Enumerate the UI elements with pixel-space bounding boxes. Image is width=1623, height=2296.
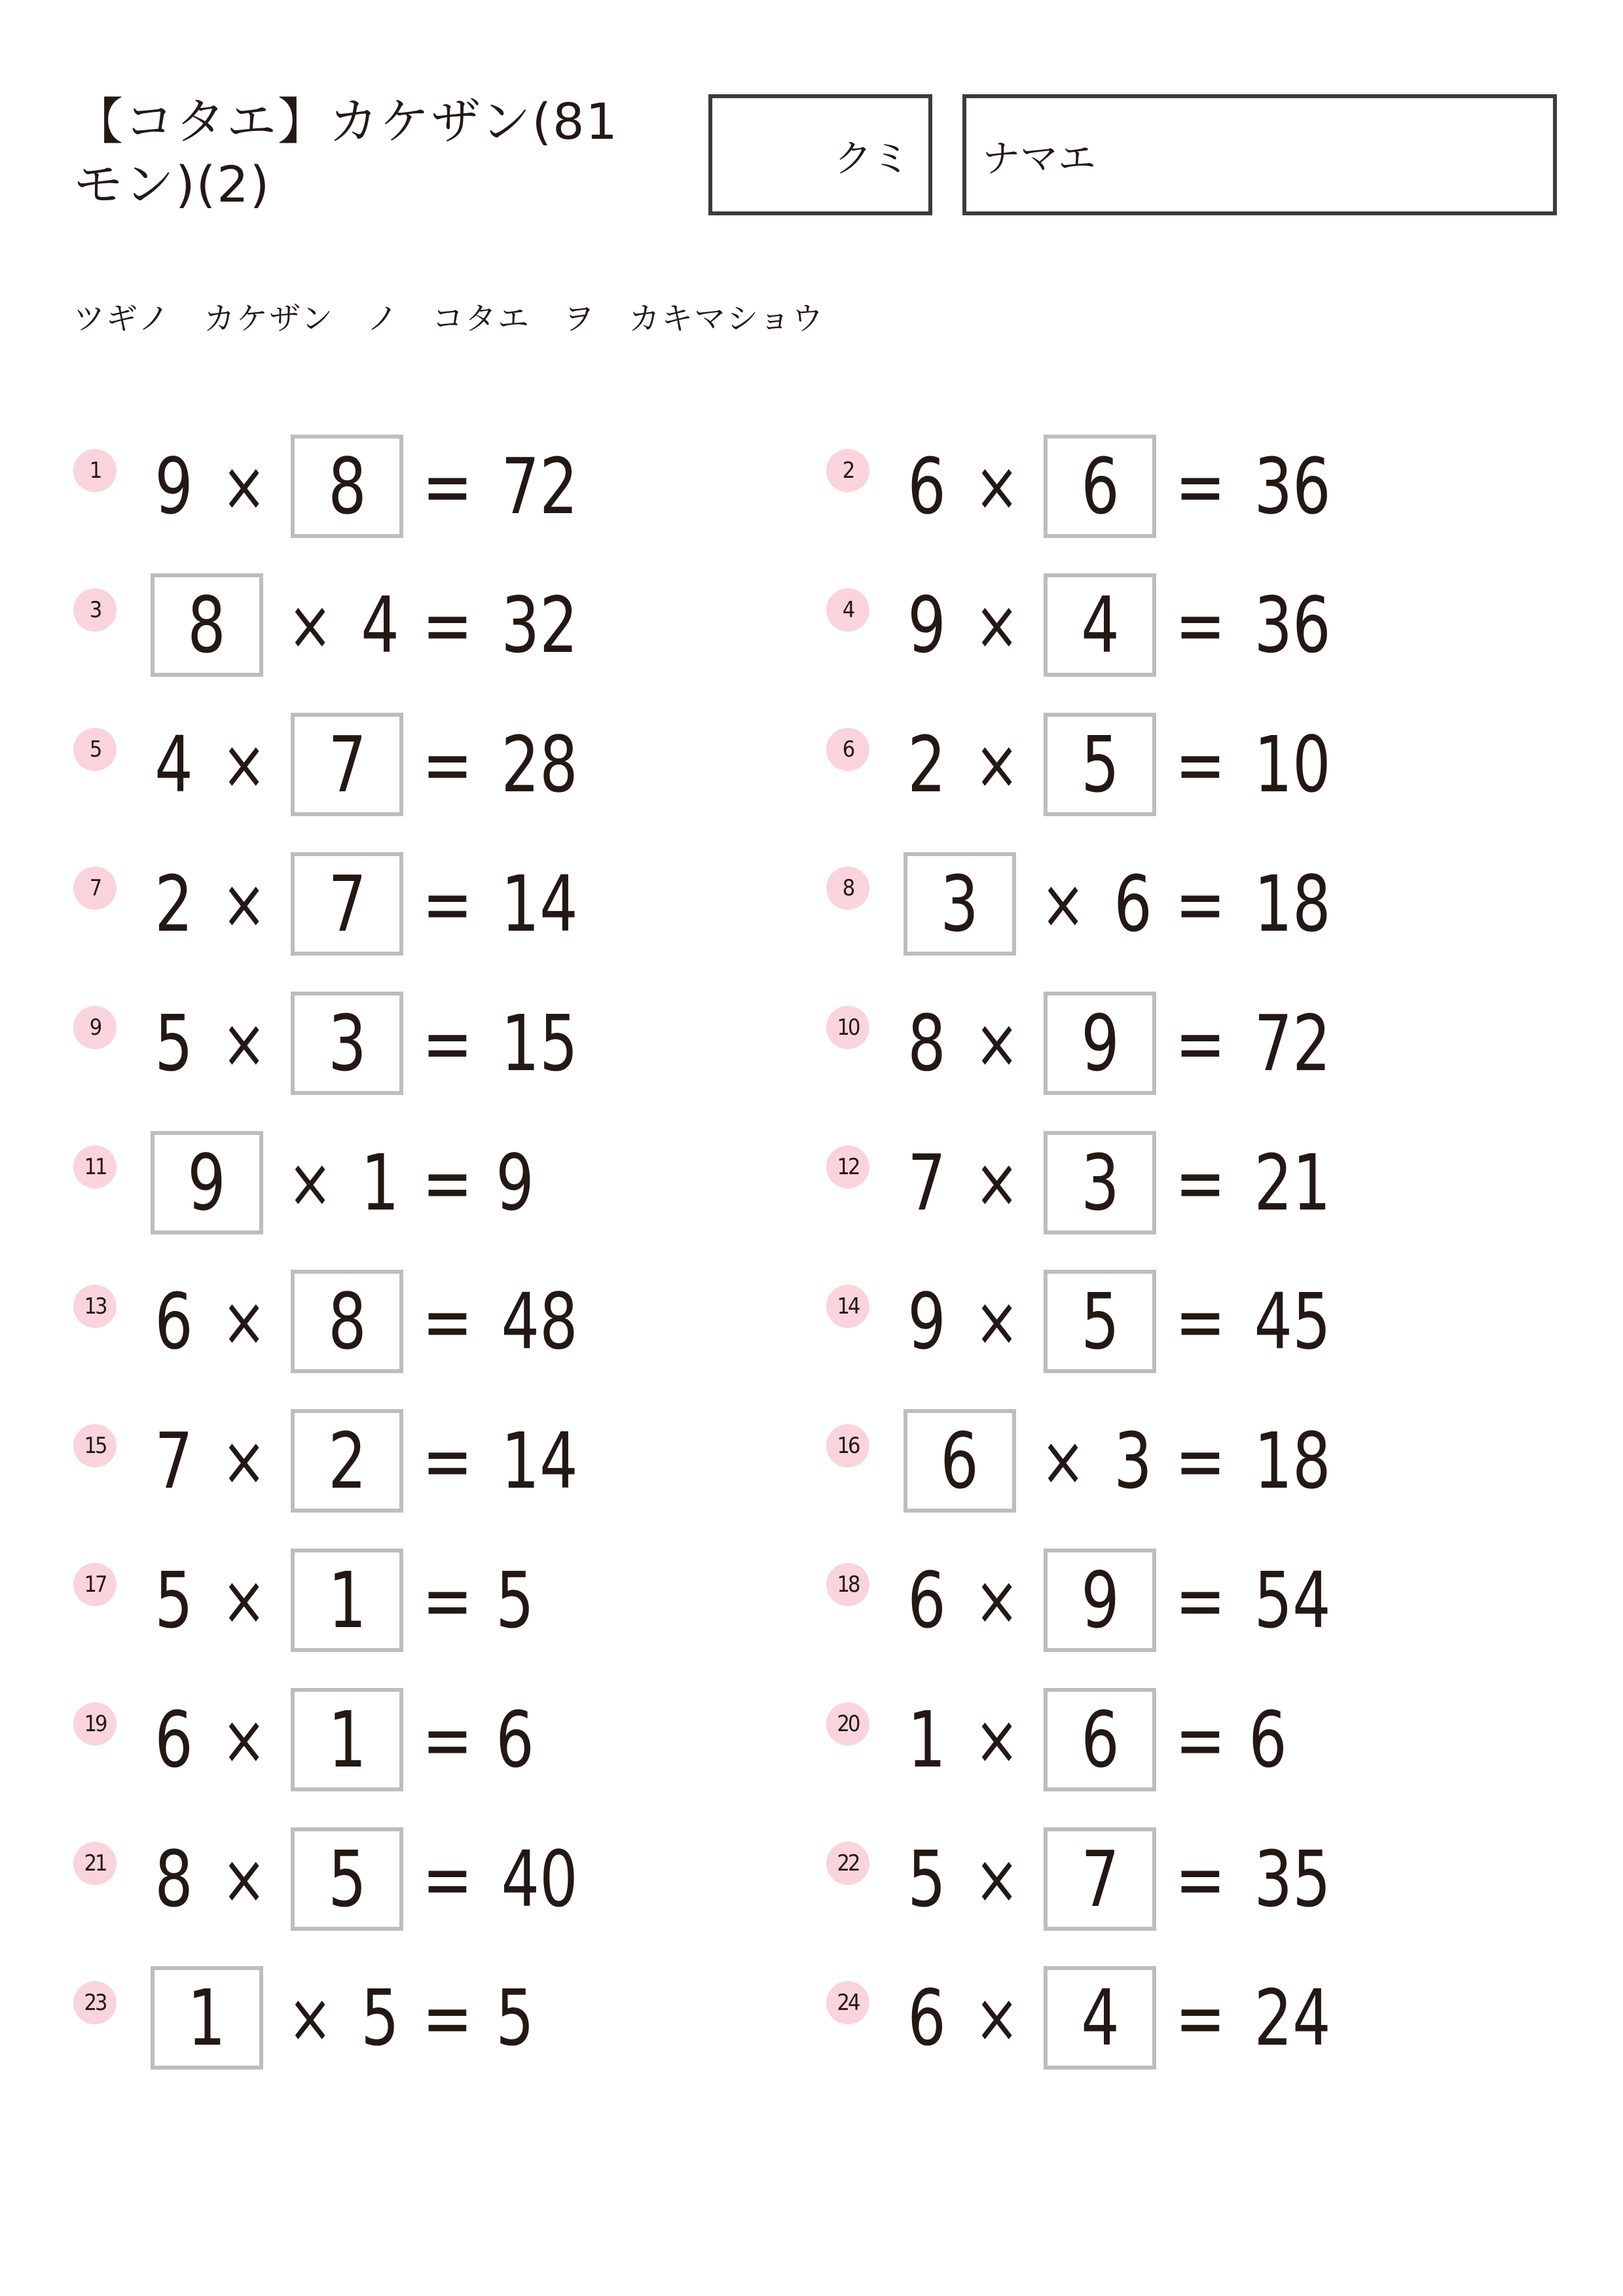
operand: 1	[361, 1137, 399, 1228]
answer-value: 6	[1080, 440, 1120, 531]
operand: 7	[907, 1137, 946, 1228]
equals-sign: =	[1175, 1833, 1226, 1924]
answer-box[interactable]	[291, 1549, 403, 1652]
problem-item	[73, 1268, 702, 1376]
problem-item	[826, 1546, 1455, 1654]
problem-item	[826, 1964, 1455, 2072]
result-value: 5	[496, 1973, 534, 2064]
equation	[898, 1964, 1345, 2072]
class-field[interactable]	[708, 94, 932, 215]
problem-item	[73, 1825, 702, 1933]
problem-number-badge: 22	[826, 1842, 869, 1885]
problem-number-badge: 6	[826, 728, 869, 771]
equation	[145, 850, 593, 958]
answer-value: 1	[187, 1973, 227, 2064]
result-value: 72	[501, 440, 578, 531]
equals-sign: =	[422, 440, 473, 531]
times-sign: ×	[221, 1421, 266, 1501]
problem-number-badge: 23	[73, 1981, 117, 2024]
answer-box[interactable]	[291, 435, 403, 538]
result-value: 5	[496, 1554, 534, 1645]
times-sign: ×	[1040, 1421, 1085, 1501]
answer-box[interactable]	[291, 992, 403, 1095]
times-sign: ×	[974, 1560, 1019, 1640]
problem-number-badge: 9	[73, 1006, 117, 1049]
problem-number-badge: 12	[826, 1145, 869, 1189]
result-value: 72	[1254, 997, 1331, 1088]
problem-number-badge: 18	[826, 1563, 869, 1606]
equation	[898, 989, 1345, 1097]
times-sign: ×	[974, 446, 1019, 526]
problem-number-badge: 13	[73, 1285, 117, 1328]
equals-sign: =	[1175, 1416, 1226, 1507]
equation	[898, 1128, 1345, 1236]
answer-value: 3	[940, 858, 979, 949]
answer-box[interactable]	[151, 1131, 263, 1234]
answer-box[interactable]	[291, 852, 403, 956]
equals-sign: =	[1175, 1973, 1226, 2064]
answer-value: 1	[327, 1554, 367, 1645]
result-value: 32	[501, 580, 578, 671]
times-sign: ×	[221, 1003, 266, 1083]
class-label: クミ	[833, 135, 910, 181]
operand: 2	[907, 719, 946, 810]
equals-sign: =	[422, 858, 473, 949]
answer-box[interactable]	[903, 852, 1016, 956]
problem-number-badge: 5	[73, 728, 117, 771]
equals-sign: =	[1175, 997, 1226, 1088]
problem-item	[73, 850, 702, 958]
equals-sign: =	[422, 1137, 473, 1228]
equals-sign: =	[1175, 1554, 1226, 1645]
equation	[898, 1268, 1345, 1376]
operand: 5	[155, 997, 193, 1088]
operand: 5	[907, 1833, 946, 1924]
result-value: 18	[1254, 1416, 1331, 1507]
problem-number-badge: 4	[826, 588, 869, 632]
answer-value: 7	[327, 719, 367, 810]
answer-box[interactable]	[1044, 1270, 1156, 1373]
equals-sign: =	[422, 997, 473, 1088]
operand: 6	[1114, 858, 1152, 949]
problem-item	[73, 571, 702, 679]
result-value: 54	[1254, 1554, 1331, 1645]
result-value: 40	[501, 1833, 578, 1924]
operand: 6	[907, 1554, 946, 1645]
problem-item	[826, 1128, 1455, 1236]
result-value: 24	[1254, 1973, 1331, 2064]
answer-box[interactable]	[291, 713, 403, 816]
operand: 5	[155, 1554, 193, 1645]
answer-value: 5	[1080, 1276, 1120, 1367]
problem-number-badge: 7	[73, 867, 117, 910]
answer-box[interactable]	[291, 1827, 403, 1931]
answer-value: 3	[327, 997, 367, 1088]
operand: 1	[907, 1694, 946, 1785]
name-label: ナマエ	[982, 135, 1097, 181]
equals-sign: =	[422, 1554, 473, 1645]
result-value: 35	[1254, 1833, 1331, 1924]
result-value: 10	[1254, 719, 1331, 810]
answer-box[interactable]	[291, 1688, 403, 1791]
answer-value: 6	[940, 1416, 979, 1507]
problem-item	[826, 989, 1455, 1097]
equation	[898, 571, 1345, 679]
equation	[145, 1407, 593, 1515]
problem-number-badge: 1	[73, 449, 117, 492]
answer-box[interactable]	[1044, 1549, 1156, 1652]
times-sign: ×	[221, 863, 266, 944]
answer-value: 4	[1080, 580, 1120, 671]
times-sign: ×	[974, 1282, 1019, 1362]
answer-box[interactable]	[1044, 573, 1156, 677]
answer-box[interactable]	[151, 573, 263, 677]
operand: 2	[155, 858, 193, 949]
result-value: 21	[1254, 1137, 1331, 1228]
times-sign: ×	[221, 1560, 266, 1640]
problem-item	[73, 1964, 702, 2072]
problem-item	[826, 850, 1455, 958]
equals-sign: =	[422, 580, 473, 671]
operand: 9	[155, 440, 193, 531]
problem-number-badge: 14	[826, 1285, 869, 1328]
operand: 6	[907, 440, 946, 531]
equation	[145, 1964, 543, 2072]
operand: 4	[361, 580, 399, 671]
operand: 9	[907, 580, 946, 671]
equation	[145, 989, 593, 1097]
equals-sign: =	[1175, 1137, 1226, 1228]
problem-number-badge: 15	[73, 1424, 117, 1467]
equation	[145, 1546, 543, 1654]
problem-item	[826, 571, 1455, 679]
equals-sign: =	[1175, 1694, 1226, 1785]
answer-value: 8	[187, 580, 227, 671]
times-sign: ×	[1040, 863, 1085, 944]
result-value: 15	[501, 997, 578, 1088]
answer-value: 2	[327, 1416, 367, 1507]
problem-number-badge: 2	[826, 449, 869, 492]
equation	[898, 850, 1345, 958]
times-sign: ×	[221, 1839, 266, 1919]
problem-item	[826, 1825, 1455, 1933]
answer-box[interactable]	[1044, 992, 1156, 1095]
result-value: 14	[501, 1416, 578, 1507]
answer-value: 9	[1080, 1554, 1120, 1645]
answer-value: 8	[327, 440, 367, 531]
operand: 4	[155, 719, 193, 810]
result-value: 9	[496, 1137, 534, 1228]
answer-value: 5	[1080, 719, 1120, 810]
operand: 3	[1114, 1416, 1152, 1507]
equation	[145, 571, 593, 679]
answer-box[interactable]	[1044, 435, 1156, 538]
answer-value: 3	[1080, 1137, 1120, 1228]
result-value: 6	[496, 1694, 534, 1785]
answer-box[interactable]	[291, 1270, 403, 1373]
operand: 6	[155, 1276, 193, 1367]
problem-item	[826, 711, 1455, 819]
equals-sign: =	[1175, 580, 1226, 671]
equals-sign: =	[422, 1276, 473, 1367]
times-sign: ×	[287, 1142, 333, 1223]
equation	[898, 432, 1345, 540]
equation	[145, 432, 593, 540]
answer-value: 9	[1080, 997, 1120, 1088]
equals-sign: =	[422, 1973, 473, 2064]
times-sign: ×	[974, 1839, 1019, 1919]
times-sign: ×	[974, 1003, 1019, 1083]
problem-item	[73, 989, 702, 1097]
equation	[145, 711, 593, 819]
times-sign: ×	[974, 585, 1019, 666]
answer-value: 9	[187, 1137, 227, 1228]
problem-number-badge: 3	[73, 588, 117, 632]
answer-box[interactable]	[903, 1409, 1016, 1513]
result-value: 36	[1254, 440, 1331, 531]
operand: 7	[155, 1416, 193, 1507]
operand: 8	[155, 1833, 193, 1924]
answer-value: 7	[327, 858, 367, 949]
times-sign: ×	[221, 1699, 266, 1780]
equation	[898, 1685, 1296, 1793]
equation	[898, 1546, 1345, 1654]
answer-box[interactable]	[291, 1409, 403, 1513]
problem-item	[826, 1407, 1455, 1515]
problem-item	[73, 1685, 702, 1793]
name-field[interactable]	[962, 94, 1557, 215]
problem-item	[826, 1685, 1455, 1793]
equals-sign: =	[422, 719, 473, 810]
problem-number-badge: 10	[826, 1006, 869, 1049]
answer-box[interactable]	[1044, 1131, 1156, 1234]
times-sign: ×	[221, 1282, 266, 1362]
answer-box[interactable]	[1044, 1966, 1156, 2070]
equals-sign: =	[1175, 858, 1226, 949]
answer-box[interactable]	[1044, 1827, 1156, 1931]
equation	[898, 1407, 1345, 1515]
equation	[145, 1128, 543, 1236]
times-sign: ×	[287, 1978, 333, 2058]
times-sign: ×	[974, 725, 1019, 805]
equation	[145, 1825, 593, 1933]
operand: 9	[907, 1276, 946, 1367]
result-value: 45	[1254, 1276, 1331, 1367]
times-sign: ×	[974, 1699, 1019, 1780]
problem-number-badge: 16	[826, 1424, 869, 1467]
result-value: 28	[501, 719, 578, 810]
equation	[898, 1825, 1345, 1933]
equation	[145, 1268, 593, 1376]
result-value: 48	[501, 1276, 578, 1367]
times-sign: ×	[974, 1142, 1019, 1223]
answer-value: 5	[327, 1833, 367, 1924]
problem-number-badge: 8	[826, 867, 869, 910]
answer-box[interactable]	[151, 1966, 263, 2070]
equals-sign: =	[422, 1694, 473, 1785]
times-sign: ×	[287, 585, 333, 666]
problem-number-badge: 20	[826, 1702, 869, 1746]
answer-value: 4	[1080, 1973, 1120, 2064]
answer-box[interactable]	[1044, 713, 1156, 816]
problem-number-badge: 19	[73, 1702, 117, 1746]
answer-value: 6	[1080, 1694, 1120, 1785]
instruction-text: ツギノ カケザン ノ コタエ ヲ カキマショウ	[73, 300, 825, 337]
result-value: 6	[1249, 1694, 1287, 1785]
answer-value: 8	[327, 1276, 367, 1367]
problem-item	[826, 1268, 1455, 1376]
problem-number-badge: 21	[73, 1842, 117, 1885]
equation	[145, 1685, 543, 1793]
equals-sign: =	[1175, 1276, 1226, 1367]
answer-value: 7	[1080, 1833, 1120, 1924]
answer-value: 1	[327, 1694, 367, 1785]
problem-number-badge: 11	[73, 1145, 117, 1189]
operand: 5	[361, 1973, 399, 2064]
worksheet-title: 【コタエ】カケザン(81モン)(2)	[73, 92, 619, 213]
result-value: 18	[1254, 858, 1331, 949]
operand: 8	[907, 997, 946, 1088]
equals-sign: =	[1175, 719, 1226, 810]
equals-sign: =	[422, 1833, 473, 1924]
result-value: 14	[501, 858, 578, 949]
problem-item	[73, 1407, 702, 1515]
times-sign: ×	[221, 446, 266, 526]
result-value: 36	[1254, 580, 1331, 671]
problem-item	[73, 1546, 702, 1654]
problem-item	[73, 711, 702, 819]
operand: 6	[907, 1973, 946, 2064]
problem-item	[826, 432, 1455, 540]
equals-sign: =	[1175, 440, 1226, 531]
times-sign: ×	[221, 725, 266, 805]
operand: 6	[155, 1694, 193, 1785]
problem-number-badge: 24	[826, 1981, 869, 2024]
equation	[898, 711, 1345, 819]
answer-box[interactable]	[1044, 1688, 1156, 1791]
equals-sign: =	[422, 1416, 473, 1507]
problem-item	[73, 1128, 702, 1236]
problem-item	[73, 432, 702, 540]
times-sign: ×	[974, 1978, 1019, 2058]
problem-number-badge: 17	[73, 1563, 117, 1606]
